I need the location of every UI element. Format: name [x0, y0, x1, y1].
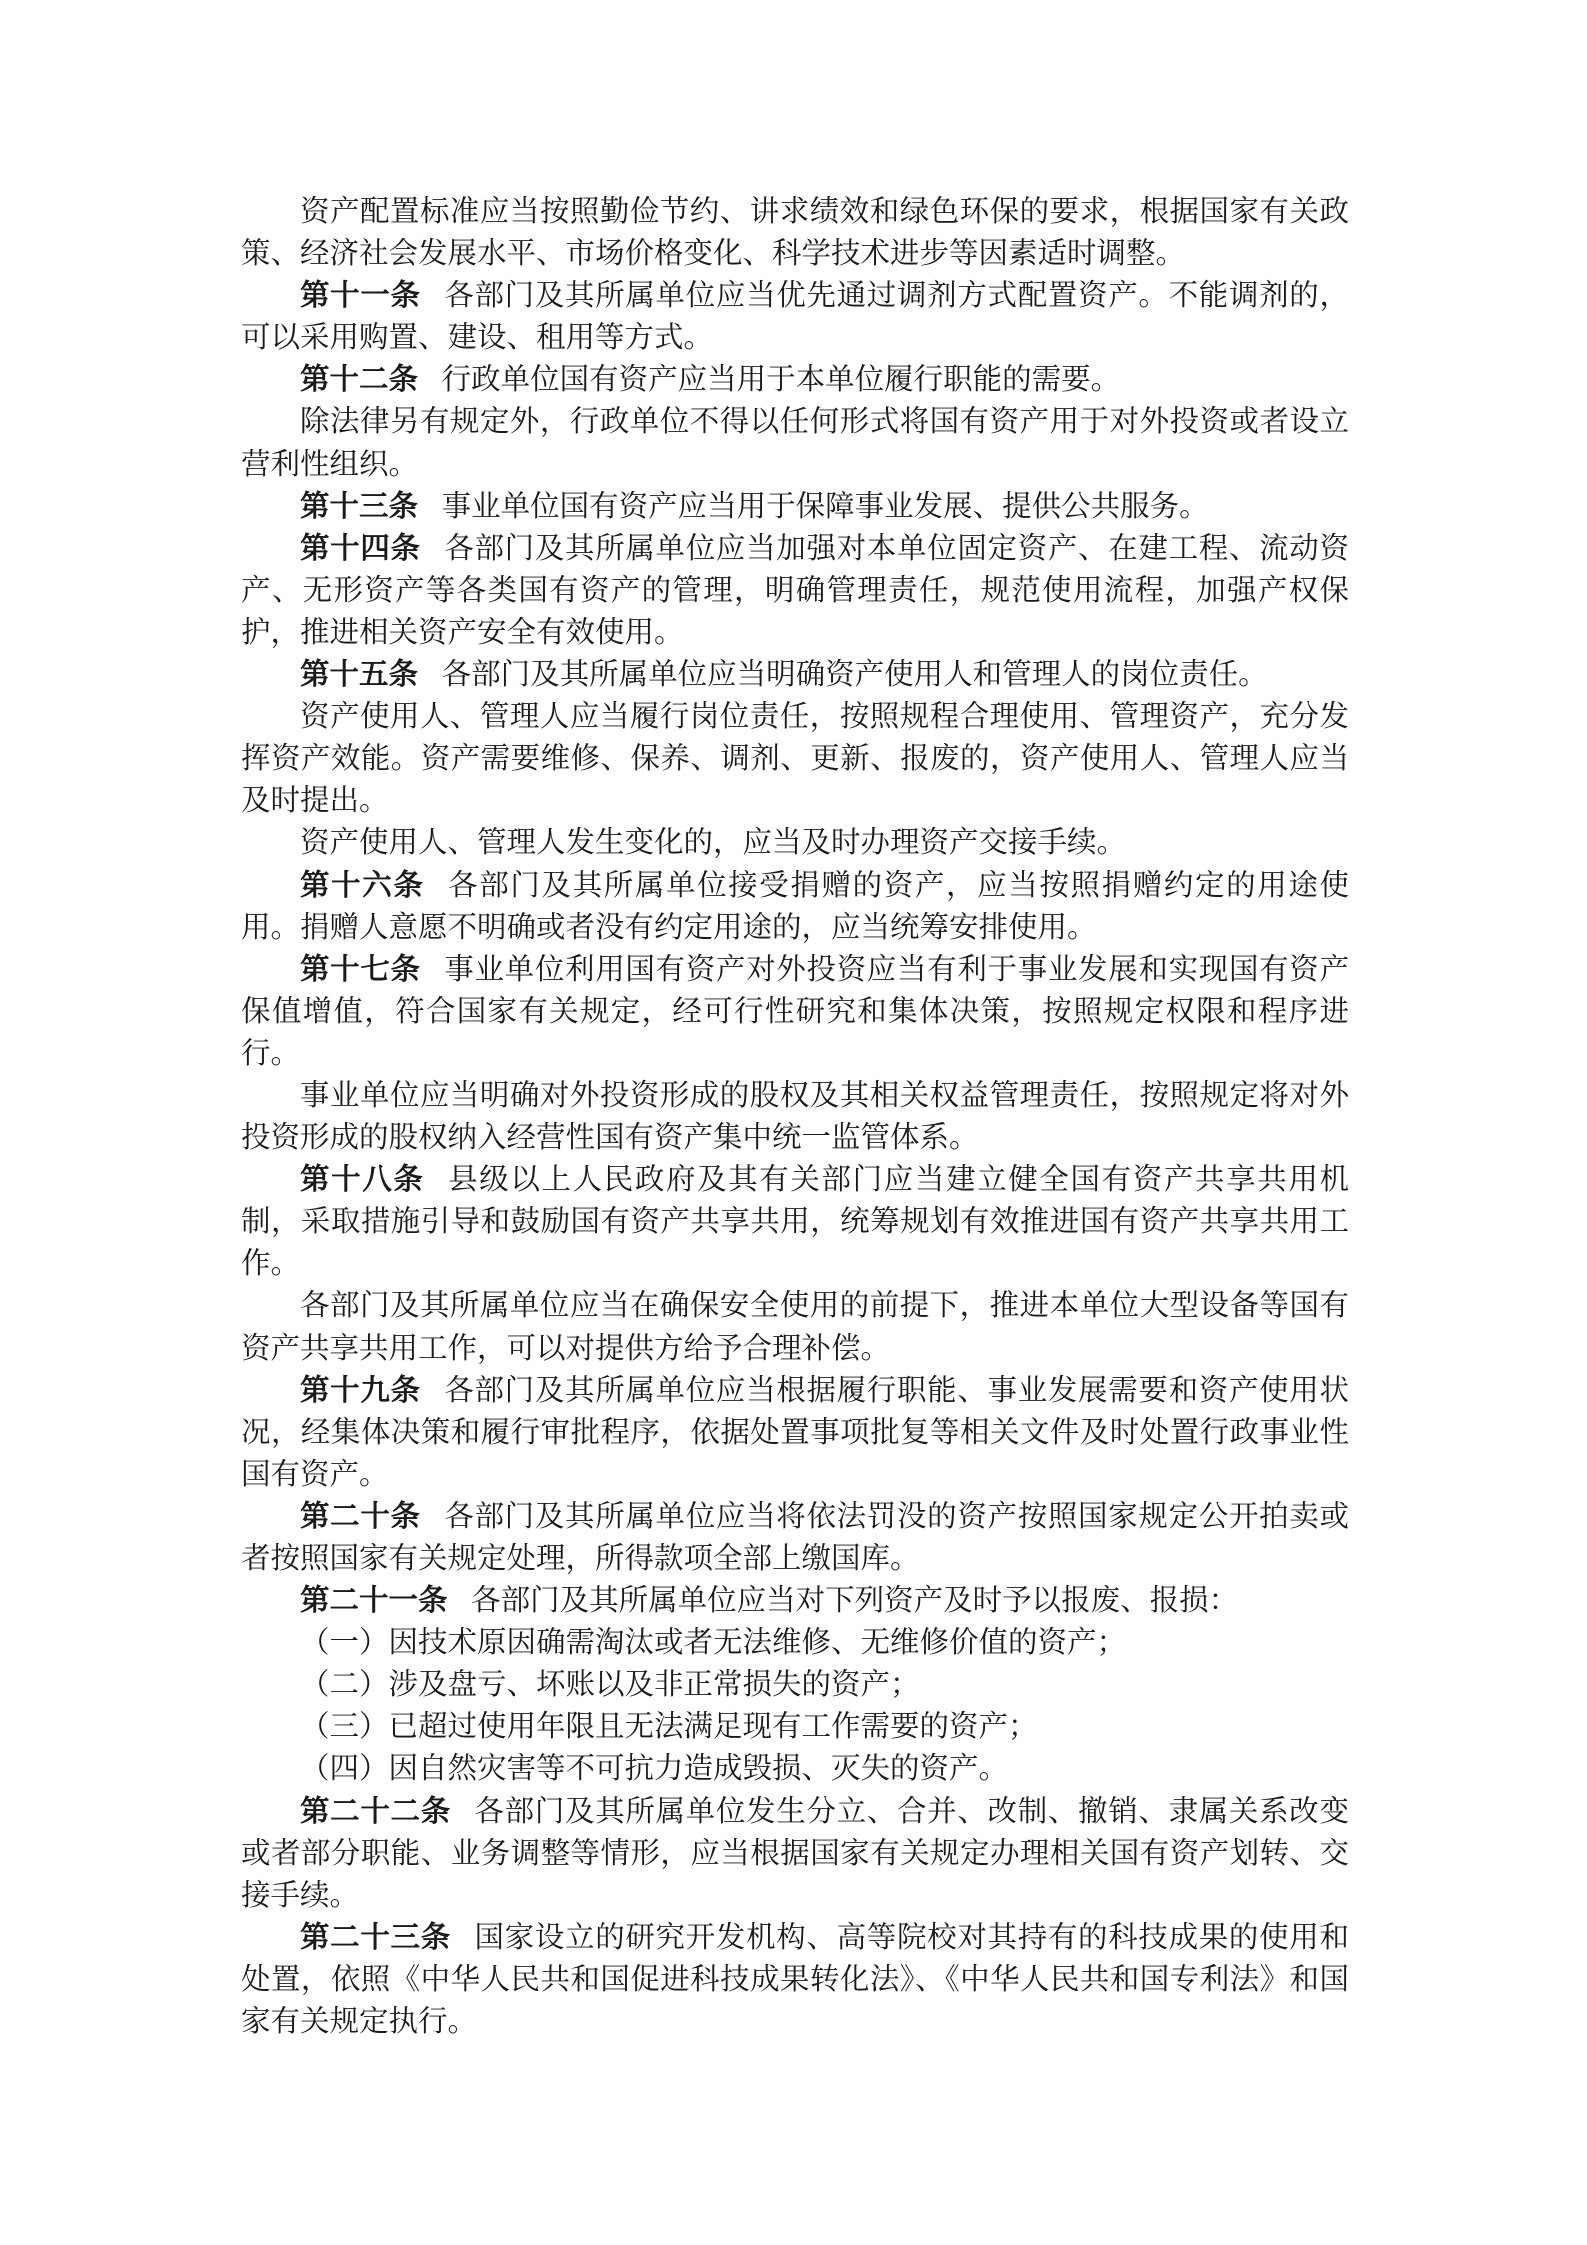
article-number: 第十二条: [300, 362, 419, 397]
article-number: 第十五条: [300, 657, 419, 692]
paragraph-text: 事业单位国有资产应当用于保障事业发展、提供公共服务。: [441, 488, 1209, 523]
paragraph: [241, 1579, 1349, 1621]
list-item-text: （二）涉及盘亏、坏账以及非正常损失的资产；: [300, 1667, 920, 1702]
paragraph: [241, 190, 1349, 274]
paragraph-text: 各部门及其所属单位应当根据履行职能、事业发展需要和资产使用状况，经集体决策和履行审批程序，依据处置事项批复等相关文件及时处置行政事业性国有资产。: [241, 1372, 1349, 1491]
paragraph-text: 各部门及其所属单位应当优先通过调剂方式配置资产。不能调剂的，可以采用购置、建设、租用等方式。: [241, 278, 1349, 355]
article-number: 第十九条: [300, 1372, 421, 1407]
paragraph-text: 各部门及其所属单位应当将依法罚没的资产按照国家规定公开拍卖或者按照国家有关规定处理，所得款项全部上缴国库。: [241, 1498, 1349, 1575]
paragraph-text: 资产使用人、管理人发生变化的，应当及时办理资产交接手续。: [300, 825, 1127, 860]
paragraph-text: 各部门及其所属单位应当对下列资产及时予以报废、报损：: [471, 1583, 1239, 1618]
paragraph: [241, 527, 1349, 653]
paragraph-text: 各部门及其所属单位应当加强对本单位固定资产、在建工程、流动资产、无形资产等各类国有资产的管理，明确管理责任，规范使用流程，加强产权保护，推进相关资产安全有效使用。: [241, 530, 1349, 649]
article-number: 第二十条: [300, 1498, 421, 1533]
list-item-text: （四）因自然灾害等不可抗力造成毁损、灭失的资产。: [300, 1751, 1009, 1786]
article-number: 第十六条: [300, 867, 425, 902]
article-number: 第二十二条: [300, 1793, 451, 1828]
list-item: [241, 1621, 1349, 1663]
paragraph: [241, 1074, 1349, 1158]
paragraph: [241, 864, 1349, 948]
paragraph-text: 各部门及其所属单位发生分立、合并、改制、撤销、隶属关系改变或者部分职能、业务调整等情形，应当根据国家有关规定办理相关国有资产划转、交接手续。: [241, 1793, 1349, 1912]
paragraph-text: 事业单位利用国有资产对外投资应当有利于事业发展和实现国有资产保值增值，符合国家有关规定，经可行性研究和集体决策，按照规定权限和程序进行。: [241, 951, 1349, 1070]
paragraph-text: 资产配置标准应当按照勤俭节约、讲求绩效和绿色环保的要求，根据国家有关政策、经济社会发展水平、市场价格变化、科学技术进步等因素适时调整。: [241, 194, 1349, 271]
paragraph: [241, 1284, 1349, 1368]
list-item-text: （三）已超过使用年限且无法满足现有工作需要的资产；: [300, 1709, 1038, 1744]
paragraph-text: 资产使用人、管理人应当履行岗位责任，按照规程合理使用、管理资产，充分发挥资产效能。资产需要维修、保养、调剂、更新、报废的，资产使用人、管理人应当及时提出。: [241, 699, 1349, 818]
paragraph-text: 县级以上人民政府及其有关部门应当建立健全国有资产共享共用机制，采取措施引导和鼓励国有资产共享共用，统筹规划有效推进国有资产共享共用工作。: [241, 1162, 1349, 1281]
document-body: [241, 190, 1349, 2042]
paragraph: [241, 358, 1349, 400]
article-number: 第十八条: [300, 1162, 425, 1197]
article-number: 第十四条: [300, 530, 421, 565]
article-number: 第十三条: [300, 488, 419, 523]
paragraph: [241, 400, 1349, 484]
article-number: 第十七条: [300, 951, 421, 986]
list-item: [241, 1705, 1349, 1747]
paragraph: [241, 695, 1349, 821]
paragraph-text: 除法律另有规定外，行政单位不得以任何形式将国有资产用于对外投资或者设立营利性组织。: [241, 404, 1349, 481]
list-item: [241, 1663, 1349, 1705]
paragraph: [241, 821, 1349, 863]
paragraph-text: 国家设立的研究开发机构、高等院校对其持有的科技成果的使用和处置，依照《中华人民共和国促进科技成果转化法》、《中华人民共和国专利法》和国家有关规定执行。: [241, 1919, 1349, 2039]
paragraph: [241, 274, 1349, 358]
paragraph-text: 行政单位国有资产应当用于本单位履行职能的需要。: [441, 362, 1121, 397]
paragraph: [241, 485, 1349, 527]
list-item-text: （一）因技术原因确需淘汰或者无法维修、无维修价值的资产；: [300, 1625, 1127, 1660]
paragraph: [241, 1495, 1349, 1579]
paragraph: [241, 1790, 1349, 1916]
article-number: 第二十一条: [300, 1583, 448, 1618]
paragraph-text: 事业单位应当明确对外投资形成的股权及其相关权益管理责任，按照规定将对外投资形成的股权纳入经营性国有资产集中统一监管体系。: [241, 1077, 1349, 1155]
paragraph-text: 各部门及其所属单位应当在确保安全使用的前提下，推进本单位大型设备等国有资产共享共用工作，可以对提供方给予合理补偿。: [241, 1288, 1349, 1365]
article-number: 第十一条: [300, 278, 421, 313]
article-number: 第二十三条: [300, 1919, 451, 1954]
paragraph: [241, 653, 1349, 695]
list-item: [241, 1747, 1349, 1789]
paragraph: [241, 1158, 1349, 1284]
paragraph-text: 各部门及其所属单位应当明确资产使用人和管理人的岗位责任。: [441, 657, 1268, 692]
paragraph: [241, 1369, 1349, 1495]
paragraph: [241, 1916, 1349, 2042]
paragraph-text: 各部门及其所属单位接受捐赠的资产，应当按照捐赠约定的用途使用。捐赠人意愿不明确或者没有约定用途的，应当统筹安排使用。: [241, 867, 1349, 944]
paragraph: [241, 948, 1349, 1074]
